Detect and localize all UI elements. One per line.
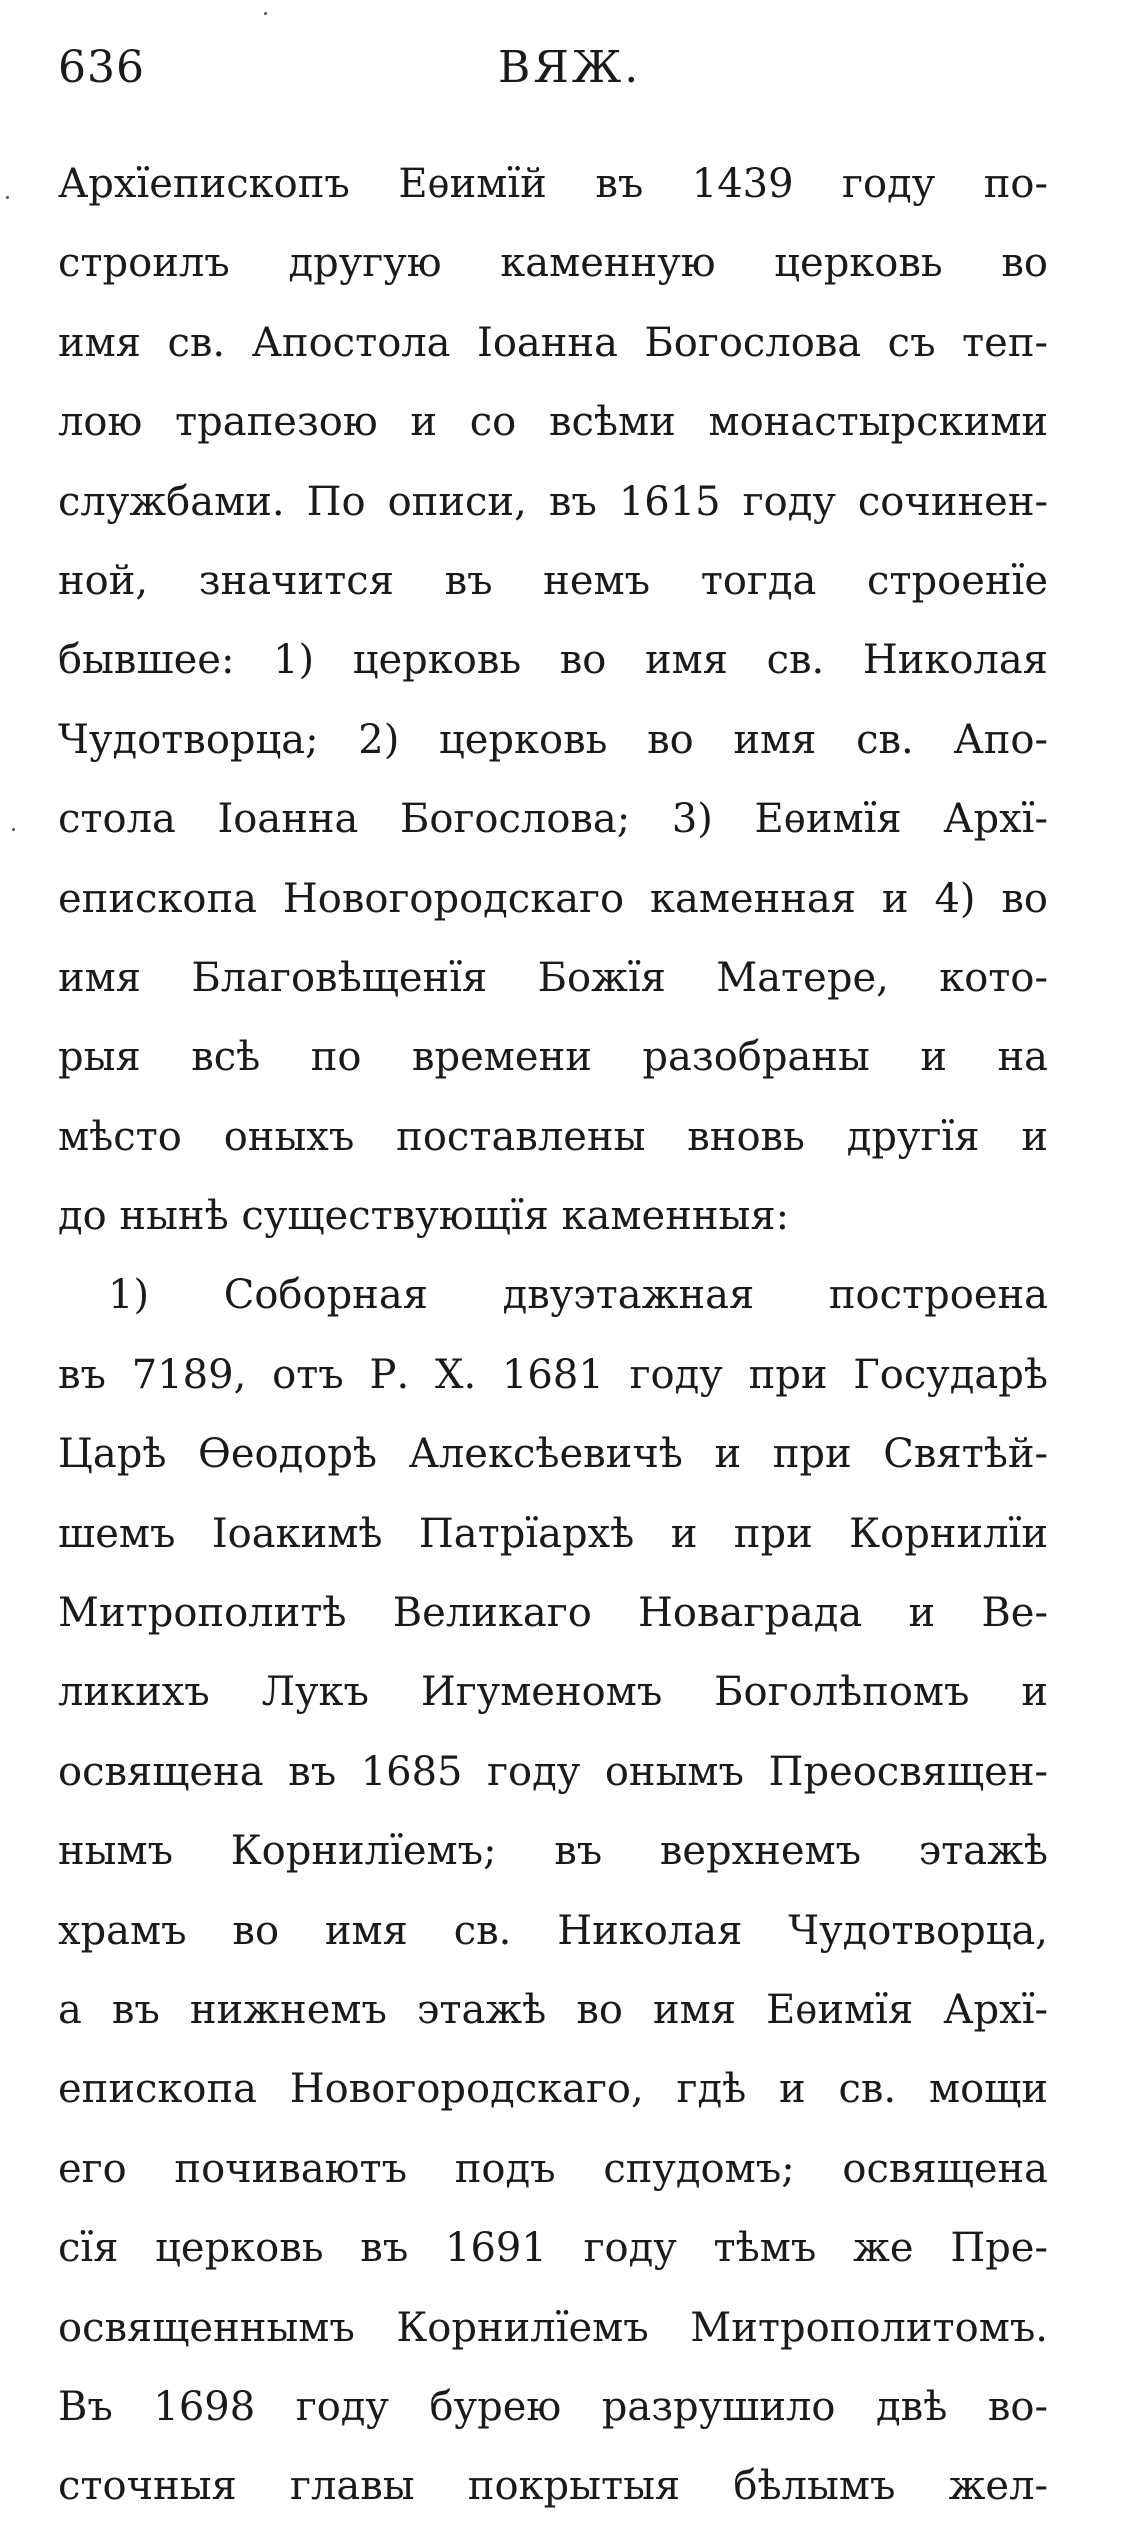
text-line: шемъ Іоакимѣ Патрїархѣ и при Корнилїи (58, 1510, 1048, 1557)
text-line: храмъ во имя св. Николая Чудотворца, (58, 1907, 1048, 1954)
text-line: нымъ Корнилїемъ; въ верхнемъ этажѣ (58, 1828, 1048, 1875)
text-line: до нынѣ существующїя каменныя: (58, 1193, 790, 1240)
text-line: Въ 1698 году бурею разрушило двѣ во- (58, 2383, 1048, 2430)
text-line: ликихъ Лукъ Игуменомъ Боголѣпомъ и (58, 1669, 1048, 1716)
running-head-title: ВЯЖ. (498, 42, 642, 93)
text-line: епископа Новогородскаго, гдѣ и св. мощи (58, 2066, 1048, 2113)
text-line: службами. По описи, въ 1615 году сочинен- (58, 478, 1048, 525)
text-line: Митрополитѣ Великаго Новаграда и Ве- (58, 1590, 1048, 1637)
text-line: освященнымъ Корнилїемъ Митрополитомъ. (58, 2304, 1048, 2351)
text-line: 1) Соборная двуэтажная построена (108, 1272, 1048, 1319)
text-line: строилъ другую каменную церковь во (58, 240, 1048, 287)
scan-speck (264, 12, 267, 15)
text-line: епископа Новогородскаго каменная и 4) во (58, 875, 1048, 922)
scan-speck (12, 828, 15, 831)
text-line: имя св. Апостола Іоанна Богослова съ теп- (58, 319, 1048, 366)
running-head (58, 42, 1058, 102)
body-text (58, 145, 1048, 2527)
text-line: мѣсто оныхъ поставлены вновь другїя и (58, 1113, 1048, 1160)
text-line: рыя всѣ по времени разобраны и на (58, 1034, 1048, 1081)
text-line: а въ нижнемъ этажѣ во имя Еѳимїя Архї- (58, 1986, 1048, 2033)
text-line: Чудотворца; 2) церковь во имя св. Апо- (58, 716, 1048, 763)
text-line: его почиваютъ подъ спудомъ; освящена (58, 2145, 1048, 2192)
text-line: Царѣ Ѳеодорѣ Алексѣевичѣ и при Святѣй- (58, 1431, 1048, 1478)
text-line: Архїепископъ Еѳимїй въ 1439 году по- (58, 161, 1048, 207)
text-line: въ 7189, отъ Р. Х. 1681 году при Государѣ (58, 1351, 1048, 1398)
text-line: сточныя главы покрытыя бѣлымъ жел- (58, 2463, 1048, 2510)
text-line: сїя церковь въ 1691 году тѣмъ же Пре- (58, 2225, 1048, 2272)
text-line: имя Благовѣщенїя Божїя Матере, кото- (58, 954, 1048, 1001)
scan-speck (6, 196, 9, 199)
text-line: освящена въ 1685 году онымъ Преосвящен- (58, 1748, 1048, 1795)
text-line: бывшее: 1) церковь во имя св. Николая (58, 637, 1048, 684)
text-line: стола Іоанна Богослова; 3) Еѳимїя Архї- (58, 796, 1048, 843)
text-line: лою трапезою и со всѣми монастырскими (58, 399, 1048, 446)
page-number: 636 (58, 42, 145, 93)
text-line: ной, значится въ немъ тогда строенїе (58, 557, 1048, 604)
